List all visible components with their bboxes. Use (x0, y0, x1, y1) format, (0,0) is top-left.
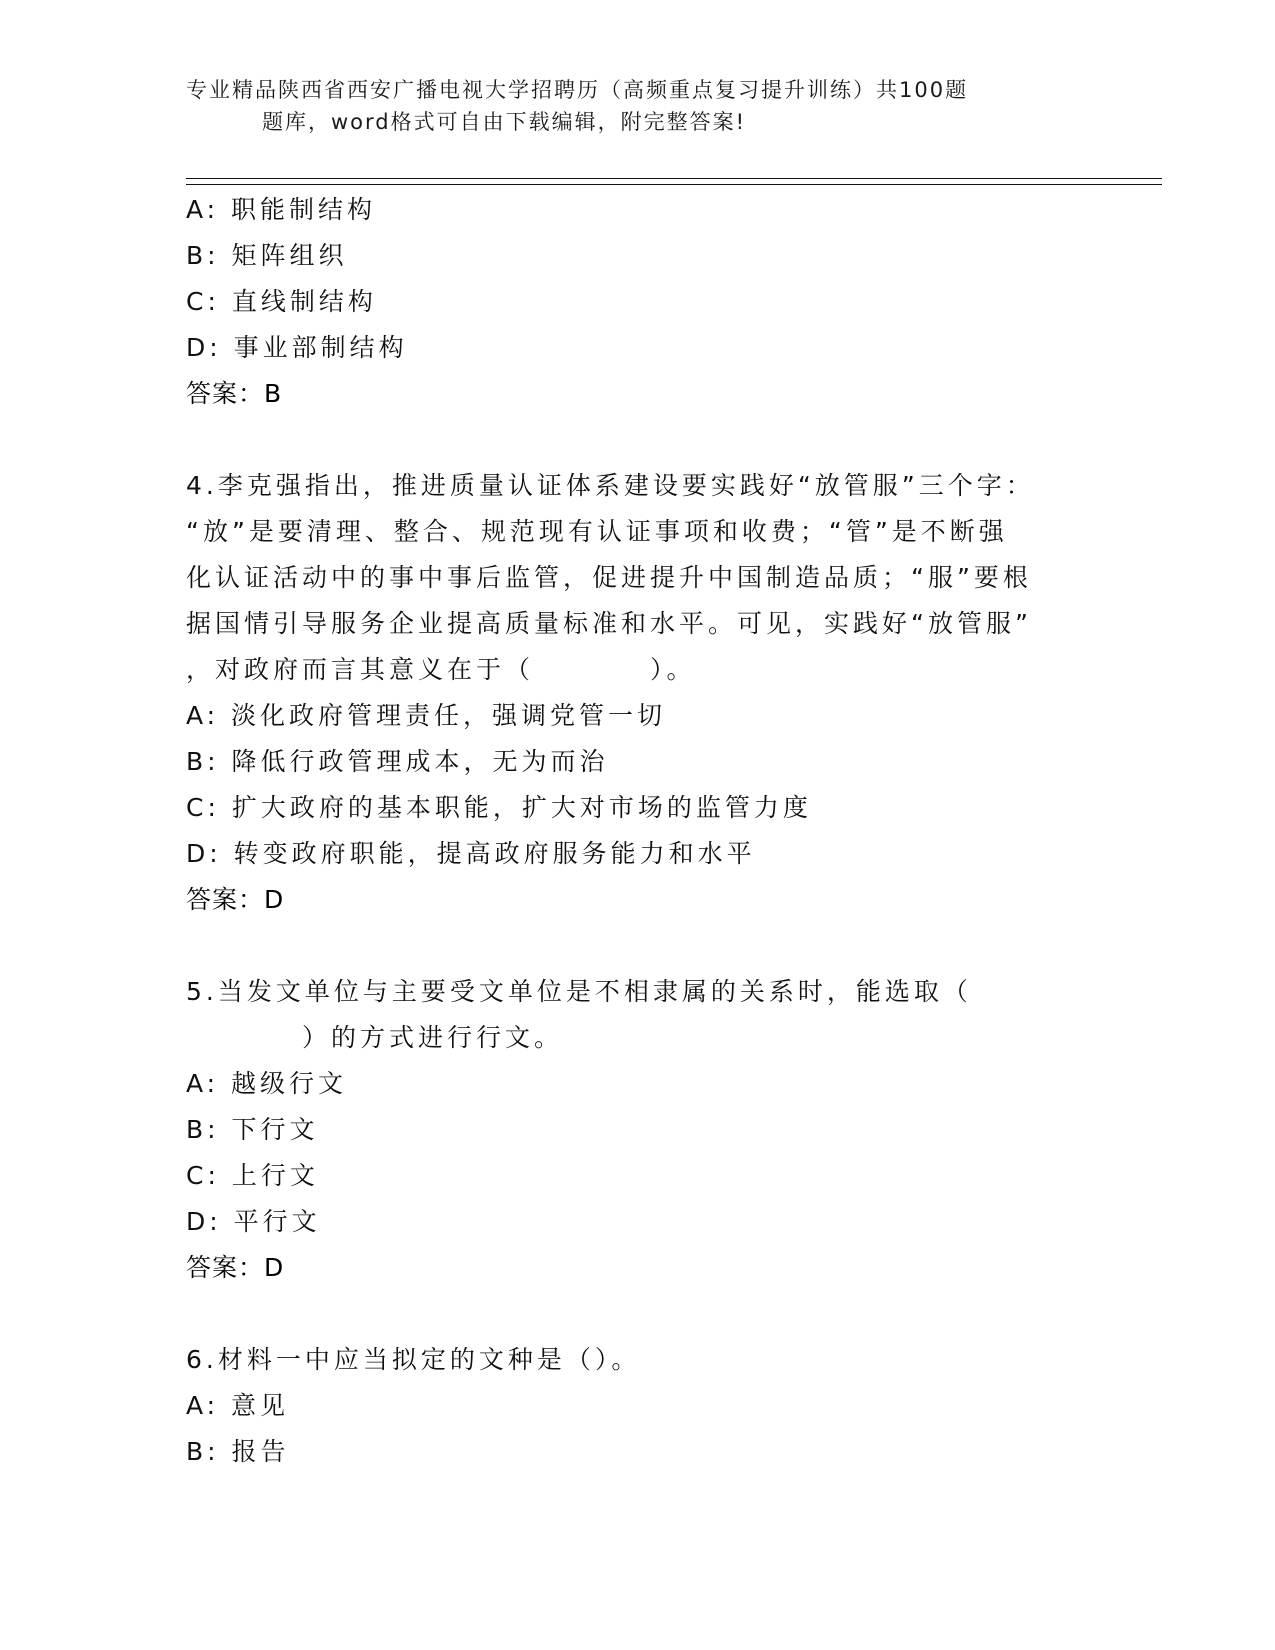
option-d: D: 事业部制结构 (186, 333, 408, 362)
question-6-block (186, 1337, 1086, 1475)
answer: 答案：D (186, 1253, 285, 1282)
question-stem-line: ）的方式进行行文。 (186, 1023, 564, 1052)
option-b: B: 下行文 (186, 1115, 319, 1144)
header-title-line-2: 题库，word格式可自由下载编辑，附完整答案! (262, 110, 747, 134)
question-5-block (186, 969, 1086, 1291)
question-stem-line: “放”是要清理、整合、规范现有认证事项和收费；“管”是不断强 (186, 517, 1008, 546)
option-c: C: 扩大政府的基本职能，扩大对市场的监管力度 (186, 793, 812, 822)
question-4-block (186, 463, 1086, 923)
question-stem-line: ，对政府而言其意义在于（ ）。 (186, 655, 696, 684)
option-a: A: 意见 (186, 1391, 290, 1420)
option-a: A: 越级行文 (186, 1069, 348, 1098)
option-d: D: 转变政府职能，提高政府服务能力和水平 (186, 839, 756, 868)
header-divider-top (186, 178, 1162, 179)
question-stem-line: 4.李克强指出，推进质量认证体系建设要实践好“放管服”三个字： (186, 471, 1035, 500)
option-c: C: 上行文 (186, 1161, 319, 1190)
option-a: A: 淡化政府管理责任，强调党管一切 (186, 701, 667, 730)
option-b: B: 报告 (186, 1437, 290, 1466)
question-3-block (186, 187, 1086, 417)
question-content (186, 187, 1086, 1475)
spacer (186, 417, 1086, 463)
question-stem-line: 化认证活动中的事中事后监管，促进提升中国制造品质；“服”要根 (186, 563, 1032, 592)
option-c: C: 直线制结构 (186, 287, 377, 316)
option-d: D: 平行文 (186, 1207, 321, 1236)
spacer (186, 1291, 1086, 1337)
answer: 答案：B (186, 379, 283, 408)
option-b: B: 矩阵组织 (186, 241, 348, 270)
option-b: B: 降低行政管理成本，无为而治 (186, 747, 609, 776)
question-stem-line: 据国情引导服务企业提高质量标准和水平。可见，实践好“放管服” (186, 609, 1032, 638)
header-divider-bottom (186, 184, 1162, 185)
question-stem-line: 6.材料一中应当拟定的文种是（）。 (186, 1345, 641, 1374)
option-a: A: 职能制结构 (186, 195, 377, 224)
spacer (186, 923, 1086, 969)
document-header (186, 74, 1056, 138)
header-title-line-1: 专业精品陕西省西安广播电视大学招聘历（高频重点复习提升训练）共100题 (186, 78, 969, 102)
question-stem-line: 5.当发文单位与主要受文单位是不相隶属的关系时，能选取（ (186, 977, 972, 1006)
answer: 答案：D (186, 885, 285, 914)
